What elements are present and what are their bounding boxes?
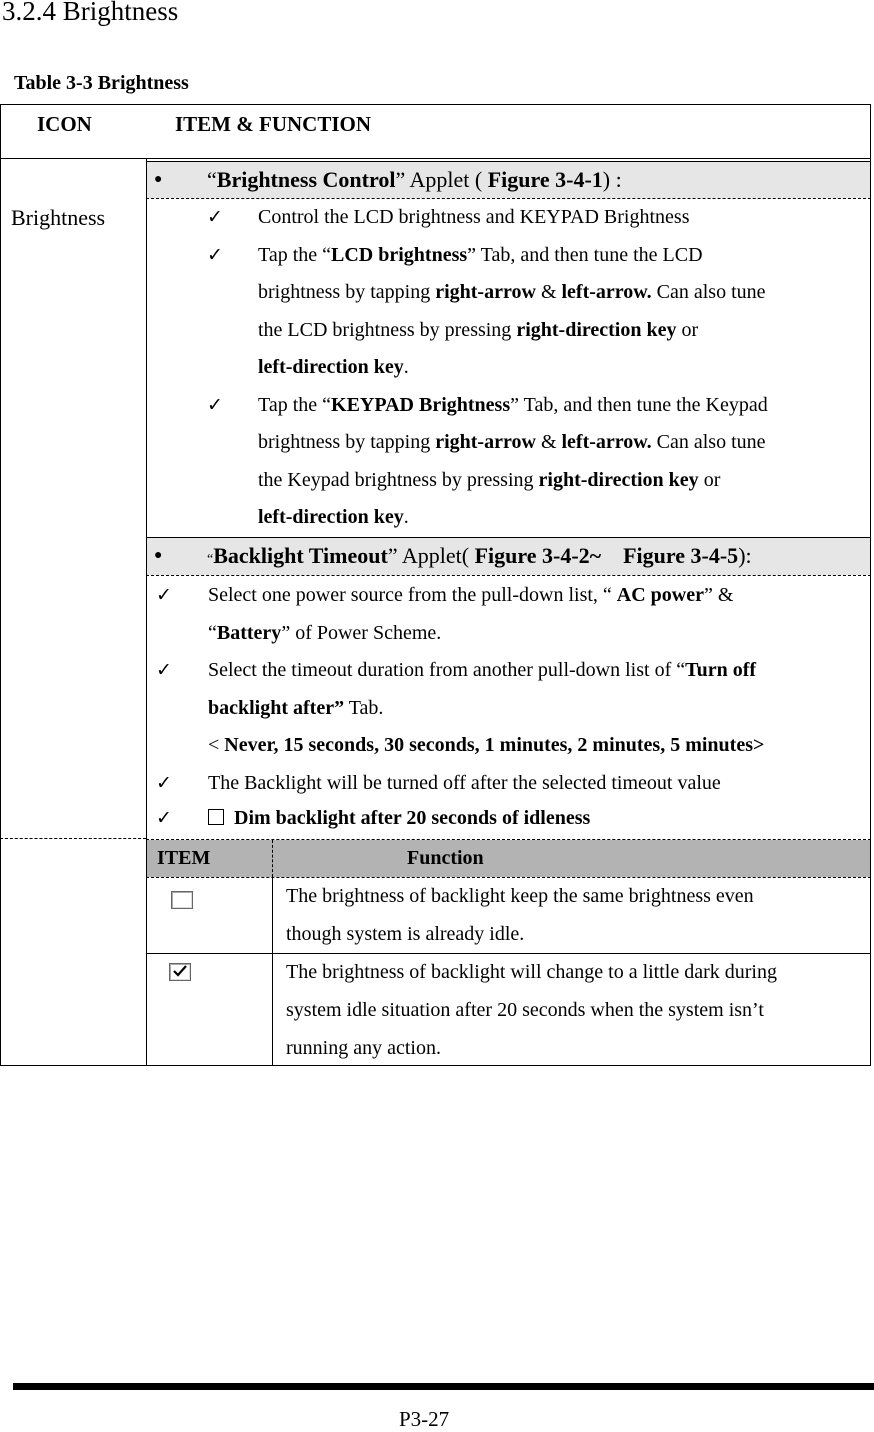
list-item-line: the LCD brightness by pressing right-direction key or xyxy=(258,318,699,341)
sub-row-function-line: running any action. xyxy=(286,1037,441,1059)
sub-header-item: ITEM xyxy=(157,847,211,869)
list-item-line: Select the timeout duration from another pull-down list of “Turn off xyxy=(208,659,757,681)
sub-header-function: Function xyxy=(407,847,484,869)
check-icon: ✓ xyxy=(207,393,223,416)
list-item-line: Select one power source from the pull-down list, “ AC power” & xyxy=(208,584,734,606)
check-icon: ✓ xyxy=(207,243,223,266)
check-icon: ✓ xyxy=(156,771,172,794)
list-item-line: “Battery” of Power Scheme. xyxy=(208,621,442,644)
section1-title: “Brightness Control” Applet ( Figure 3-4-1) : xyxy=(207,167,622,192)
sub-col-divider xyxy=(272,877,273,1066)
empty-checkbox-icon xyxy=(208,809,224,825)
sub-row-function-line: The brightness of backlight keep the same brightness even xyxy=(286,885,754,907)
sub-header-col-divider xyxy=(272,840,273,877)
list-item-line: < Never, 15 seconds, 30 seconds, 1 minutes, 2 minutes, 5 minutes> xyxy=(208,734,765,756)
footer-rule xyxy=(13,1383,874,1390)
row-label-brightness: Brightness xyxy=(11,205,106,230)
list-item-line: backlight after” Tab. xyxy=(208,696,384,719)
list-item-line: Tap the “LCD brightness” Tab, and then tune the LCD xyxy=(258,243,703,266)
unchecked-checkbox-icon xyxy=(171,891,193,909)
bullet-icon: ● xyxy=(154,548,163,563)
list-item-line: brightness by tapping right-arrow & left-arrow. Can also tune xyxy=(258,431,766,453)
sub-row-function-line: The brightness of backlight will change to a little dark during xyxy=(286,961,777,983)
list-item-line: Control the LCD brightness and KEYPAD Brightness xyxy=(258,206,690,228)
sub-row-function-line: though system is already idle. xyxy=(286,923,525,945)
list-item-line: brightness by tapping right-arrow & left-arrow. Can also tune xyxy=(258,281,766,303)
icon-column-divider xyxy=(146,159,147,1066)
sub-header-top xyxy=(146,839,871,840)
check-icon: ✓ xyxy=(156,807,172,829)
check-icon: ✓ xyxy=(156,584,172,606)
header-icon: ICON xyxy=(37,112,92,136)
check-icon: ✓ xyxy=(207,206,223,228)
list-item-line: left-direction key. xyxy=(258,356,409,378)
dim-backlight-option: Dim backlight after 20 seconds of idleness xyxy=(208,800,590,837)
section2-title: “Backlight Timeout” Applet( Figure 3-4-2~ Figure 3-4-5): xyxy=(207,543,752,568)
check-icon: ✓ xyxy=(156,659,172,681)
header-item-function: ITEM & FUNCTION xyxy=(175,112,372,136)
list-item-line: The Backlight will be turned off after the selected timeout value xyxy=(208,771,721,794)
table-caption: Table 3-3 Brightness xyxy=(14,72,189,94)
sub-row-function-line: system idle situation after 20 seconds when the system isn’t xyxy=(286,999,764,1021)
bullet-icon: ● xyxy=(154,172,163,187)
checked-checkbox-icon xyxy=(169,963,191,981)
header-divider xyxy=(0,158,871,159)
icon-col-dash xyxy=(0,838,146,839)
list-item-line: left-direction key. xyxy=(258,506,409,528)
list-item-line: Tap the “KEYPAD Brightness” Tab, and then tune the Keypad xyxy=(258,393,768,416)
section-heading: 3.2.4 Brightness xyxy=(2,0,179,26)
page-number: P3-27 xyxy=(399,1407,450,1431)
list-item-line: the Keypad brightness by pressing right-direction key or xyxy=(258,468,721,491)
